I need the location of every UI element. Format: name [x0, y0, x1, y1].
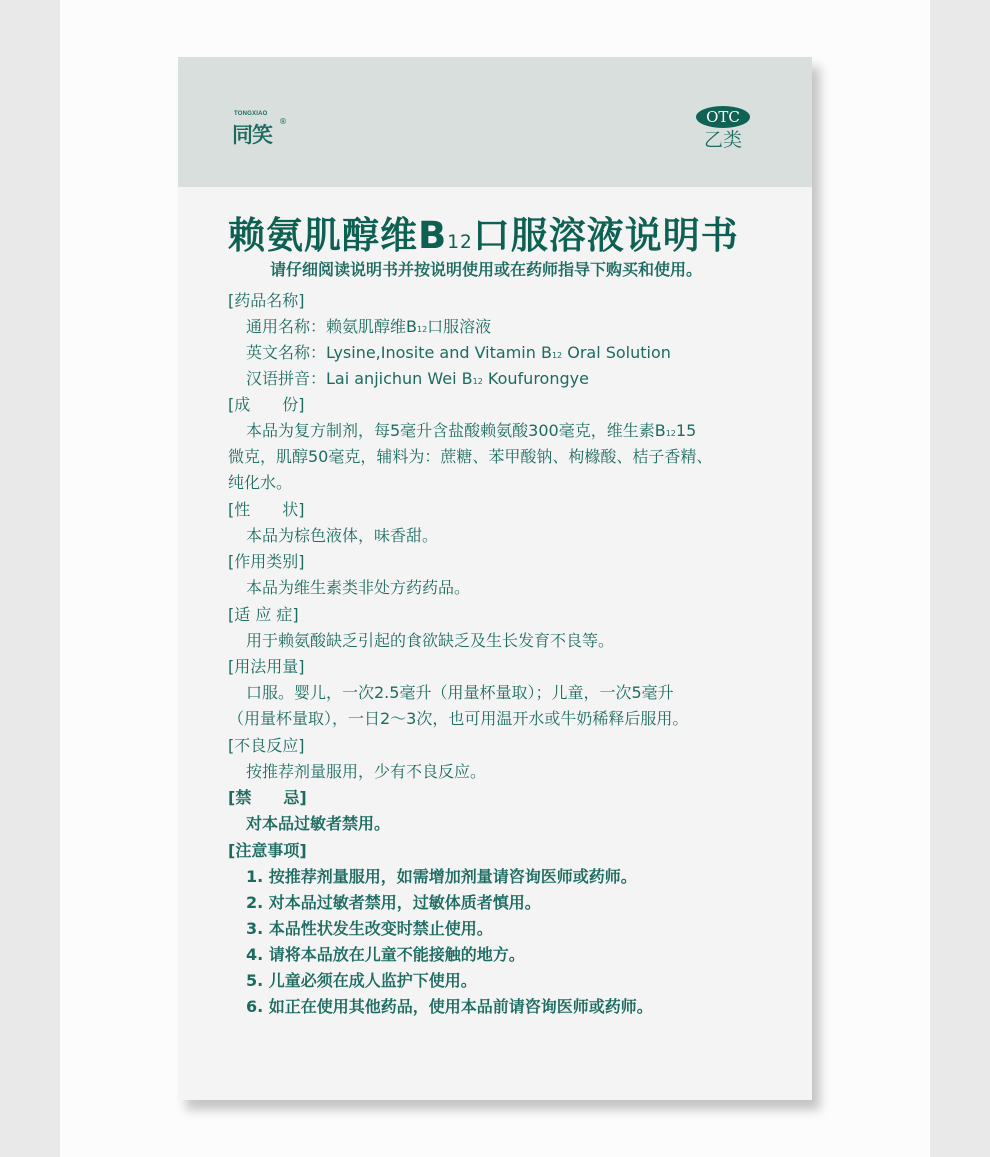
document-title: 赖氨肌醇维B12口服溶液说明书: [228, 214, 739, 257]
section-heading-indication: [适 应 症]: [228, 605, 299, 624]
notes-item: 1. 按推荐剂量服用，如需增加剂量请咨询医师或药师。: [246, 867, 637, 886]
indication-line-1: 用于赖氨酸缺乏引起的食欲缺乏及生长发育不良等。: [246, 631, 615, 650]
document-subtitle: 请仔细阅读说明书并按说明使用或在药师指导下购买和使用。: [270, 260, 703, 279]
composition-line-1: 本品为复方制剂，每5毫升含盐酸赖氨酸300毫克，维生素B1215: [246, 421, 697, 440]
section-heading-composition: [成 份]: [228, 395, 305, 414]
section-heading-adverse: [不良反应]: [228, 736, 305, 755]
registered-mark: ®: [279, 117, 287, 126]
otc-badge: OTC: [696, 106, 750, 128]
dosage-line-1: 口服。婴儿，一次2.5毫升（用量杯量取）；儿童，一次5毫升: [246, 683, 674, 702]
section-heading-dosage: [用法用量]: [228, 657, 305, 676]
appearance-line-1: 本品为棕色液体，味香甜。: [246, 526, 439, 545]
otc-class: 乙类: [703, 129, 742, 151]
section-heading-name: [药品名称]: [228, 291, 305, 310]
pinyin-name: 汉语拼音：Lai anjichun Wei B12 Koufurongye: [246, 369, 589, 388]
section-heading-notes: [注意事项]: [228, 841, 307, 860]
adverse-line-1: 按推荐剂量服用，少有不良反应。: [246, 762, 487, 781]
english-name: 英文名称：Lysine,Inosite and Vitamin B12 Oral Solution: [246, 343, 671, 362]
dosage-line-2: （用量杯量取），一日2～3次，也可用温开水或牛奶稀释后服用。: [228, 709, 689, 728]
brand-latin: TONGXIAO: [234, 111, 268, 117]
category-line-1: 本品为维生素类非处方药药品。: [246, 578, 471, 597]
composition-line-3: 纯化水。: [228, 473, 293, 492]
notes-item: 4. 请将本品放在儿童不能接触的地方。: [246, 945, 525, 964]
notes-item: 3. 本品性状发生改变时禁止使用。: [246, 919, 493, 938]
instruction-leaflet: [178, 57, 812, 1100]
section-heading-category: [作用类别]: [228, 552, 305, 571]
contraindication-line-1: 对本品过敏者禁用。: [246, 814, 391, 833]
header-band: [178, 57, 812, 187]
notes-item: 6. 如正在使用其他药品，使用本品前请咨询医师或药师。: [246, 997, 653, 1016]
composition-line-2: 微克，肌醇50毫克，辅料为：蔗糖、苯甲酸钠、枸橼酸、桔子香精、: [228, 447, 713, 466]
brand-logo: [232, 111, 302, 145]
generic-name: 通用名称：赖氨肌醇维B12口服溶液: [246, 317, 492, 336]
section-heading-contraindication: [禁 忌]: [228, 788, 307, 807]
brand-name: 同笑: [232, 123, 272, 147]
notes-item: 2. 对本品过敏者禁用，过敏体质者慎用。: [246, 893, 541, 912]
section-heading-appearance: [性 状]: [228, 500, 305, 519]
notes-item: 5. 儿童必须在成人监护下使用。: [246, 971, 477, 990]
otc-mark: [693, 106, 753, 156]
